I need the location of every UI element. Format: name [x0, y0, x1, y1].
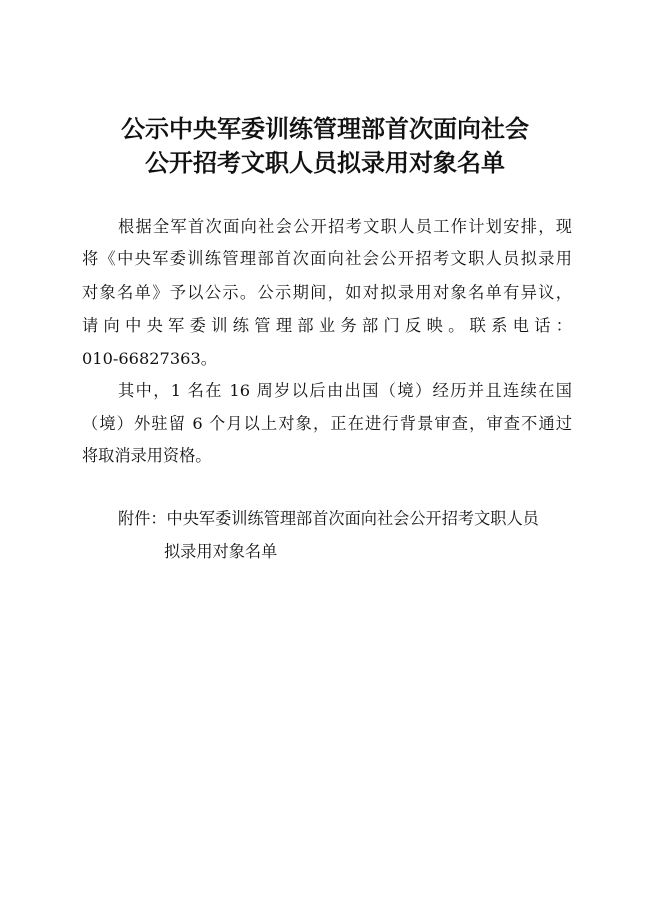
paragraph-1-line-5: 010-66827363。	[82, 349, 217, 368]
attachment-line-1: 附件：中央军委训练管理部首次面向社会公开招考文职人员	[118, 509, 539, 528]
document-title-line-1: 公示中央军委训练管理部首次面向社会	[121, 115, 529, 143]
paragraph-2-line-3: 将取消录用资格。	[82, 446, 212, 465]
paragraph-2-line-2: （境）外驻留 6 个月以上对象，正在进行背景审查，审查不通过	[82, 414, 572, 433]
paragraph-1-line-4: 请向中央军委训练管理部业务部门反映。联系电话：	[82, 316, 572, 335]
paragraph-1-line-1: 根据全军首次面向社会公开招考文职人员工作计划安排，现	[118, 217, 572, 236]
attachment-line-2: 拟录用对象名单	[164, 542, 278, 561]
paragraph-1-line-3: 对象名单》予以公示。公示期间，如对拟录用对象名单有异议，	[82, 283, 572, 302]
paragraph-2-line-1: 其中，1 名在 16 周岁以后由出国（境）经历并且连续在国	[118, 381, 572, 400]
paragraph-1-line-2: 将《中央军委训练管理部首次面向社会公开招考文职人员拟录用	[82, 249, 572, 268]
document-title-line-2: 公开招考文职人员拟录用对象名单	[145, 149, 505, 177]
